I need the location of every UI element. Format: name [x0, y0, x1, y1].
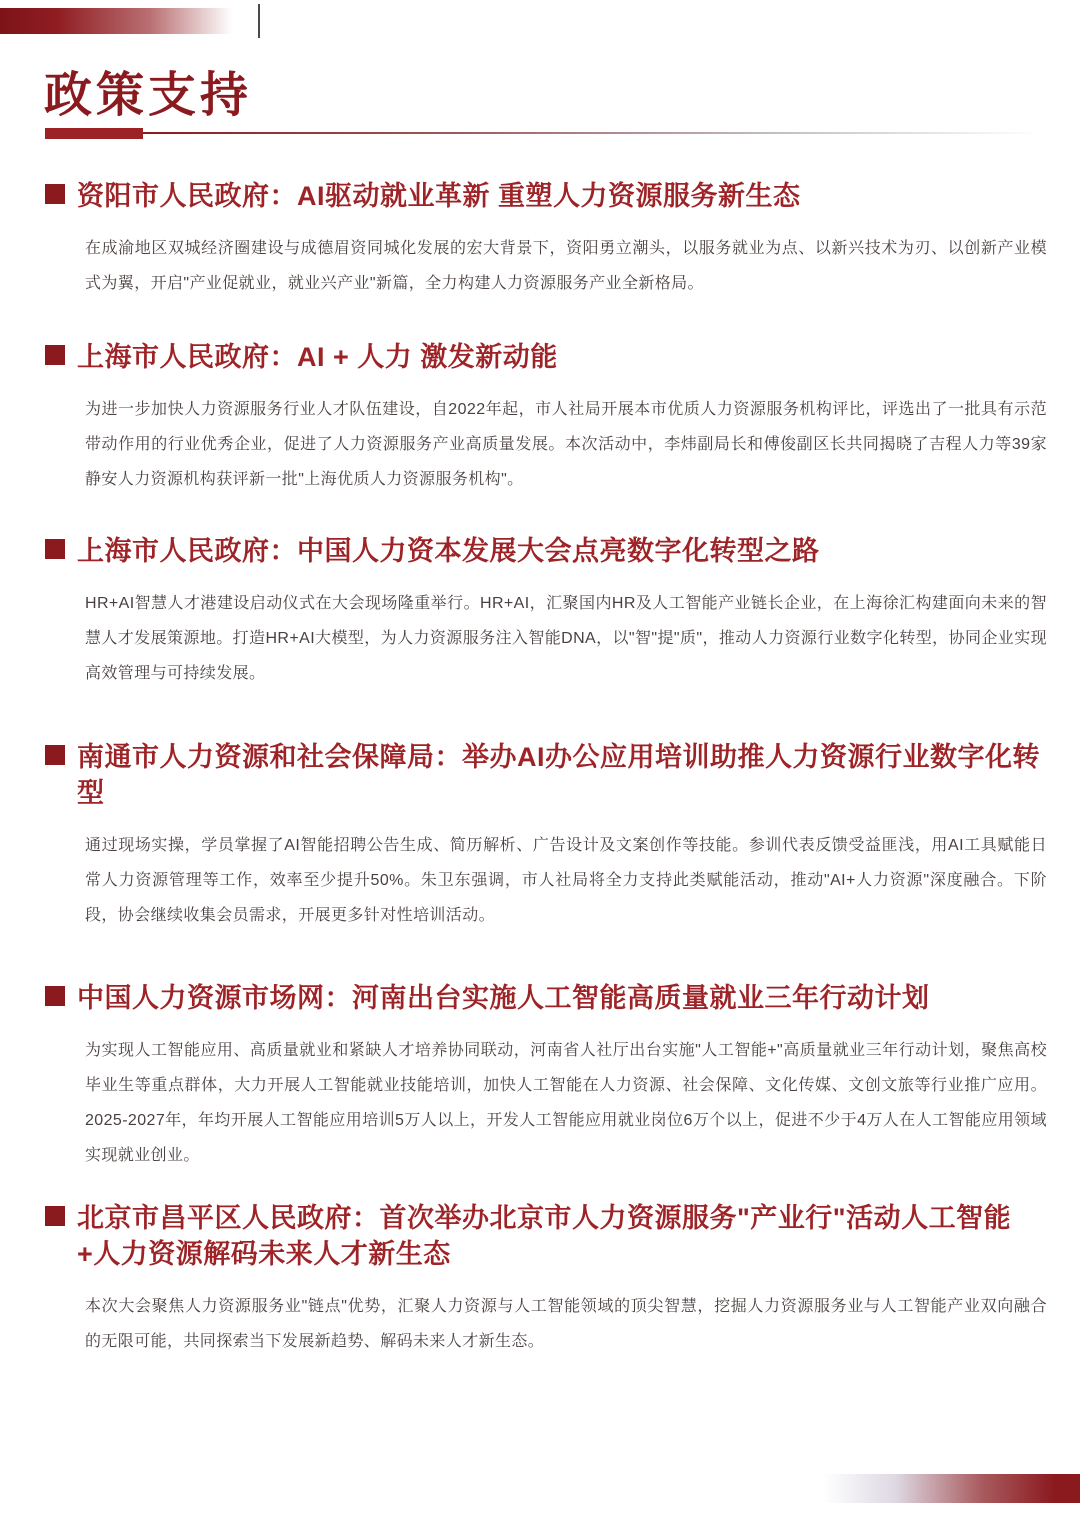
section-heading-row [45, 339, 1047, 375]
section-body: HR+AI智慧人才港建设启动仪式在大会现场隆重举行。HR+AI，汇聚国内HR及人工智能产业链长企业，在上海徐汇构建面向未来的智慧人才发展策源地。打造HR+AI大模型，为人力资源服务注入智能DNA，以"智"提"质"，推动人力资源行业数字化转型，协同企业实现高效管理与可持续发展。 [85, 595, 1047, 682]
section-heading: 中国人力资源市场网：河南出台实施人工智能高质量就业三年行动计划 [77, 983, 930, 1013]
section-shanghai-ai-manpower [45, 339, 1047, 497]
section-shanghai-human-capital [45, 533, 1047, 691]
section-heading: 上海市人民政府：中国人力资本发展大会点亮数字化转型之路 [77, 536, 820, 566]
section-body: 为实现人工智能应用、高质量就业和紧缺人才培养协同联动，河南省人社厅出台实施"人工智能+"高质量就业三年行动计划，聚焦高校毕业生等重点群体，大力开展人工智能就业技能培训，加快人工智能在人力资源、社会保障、文化传媒、文创文旅等行业推广应用。2025-2027年，年均开展人工智能应用培训5万人以上，开发人工智能应用就业岗位6万个以上，促进不少于4万人在人工智能应用领域实现就业创业。 [85, 1042, 1047, 1164]
section-heading-row [45, 980, 1047, 1016]
square-bullet-icon [45, 745, 65, 765]
square-bullet-icon [45, 986, 65, 1006]
top-bar-vertical-tick [258, 4, 260, 38]
section-body: 本次大会聚焦人力资源服务业"链点"优势，汇聚人力资源与人工智能领域的顶尖智慧，挖掘人力资源服务业与人工智能产业双向融合的无限可能，共同探索当下发展新趋势、解码未来人才新生态。 [85, 1298, 1047, 1350]
section-heading: 南通市人力资源和社会保障局：举办AI办公应用培训助推人力资源行业数字化转型 [77, 742, 1040, 808]
section-heading: 上海市人民政府：AI + 人力 激发新动能 [77, 342, 558, 372]
section-body: 在成渝地区双城经济圈建设与成德眉资同城化发展的宏大背景下，资阳勇立潮头，以服务就业为点、以新兴技术为刃、以创新产业模式为翼，开启"产业促就业，就业兴产业"新篇，全力构建人力资源服务产业全新格局。 [85, 240, 1047, 292]
section-body: 为进一步加快人力资源服务行业人才队伍建设，自2022年起，市人社局开展本市优质人力资源服务机构评比，评选出了一批具有示范带动作用的行业优秀企业，促进了人力资源服务产业高质量发展。本次活动中，李炜副局长和傅俊副区长共同揭晓了吉程人力等39家静安人力资源机构获评新一批"上海优质人力资源服务机构"。 [85, 401, 1047, 488]
title-underline-stub [45, 128, 143, 139]
section-heading-row [45, 739, 1047, 811]
section-beijing-changping [45, 1200, 1047, 1359]
square-bullet-icon [45, 1206, 65, 1226]
top-gradient-bar [0, 8, 258, 34]
square-bullet-icon [45, 345, 65, 365]
section-body: 通过现场实操，学员掌握了AI智能招聘公告生成、简历解析、广告设计及文案创作等技能。参训代表反馈受益匪浅，用AI工具赋能日常人力资源管理等工作，效率至少提升50%。朱卫东强调，市人社局将全力支持此类赋能活动，推动"AI+人力资源"深度融合。下阶段，协会继续收集会员需求，开展更多针对性培训活动。 [85, 837, 1047, 924]
page-title: 政策支持 [44, 69, 253, 122]
section-heading: 资阳市人民政府：AI驱动就业革新 重塑人力资源服务新生态 [77, 181, 801, 211]
bottom-gradient-bar [823, 1474, 1080, 1503]
square-bullet-icon [45, 539, 65, 559]
section-ziyang [45, 178, 1047, 301]
section-henan [45, 980, 1047, 1173]
section-heading-row [45, 1200, 1047, 1272]
section-heading: 北京市昌平区人民政府：首次举办北京市人力资源服务"产业行"活动人工智能+人力资源解码未来人才新生态 [77, 1203, 1012, 1269]
square-bullet-icon [45, 184, 65, 204]
section-nantong [45, 739, 1047, 933]
title-underline-line [143, 132, 1040, 134]
section-heading-row [45, 178, 1047, 214]
section-heading-row [45, 533, 1047, 569]
